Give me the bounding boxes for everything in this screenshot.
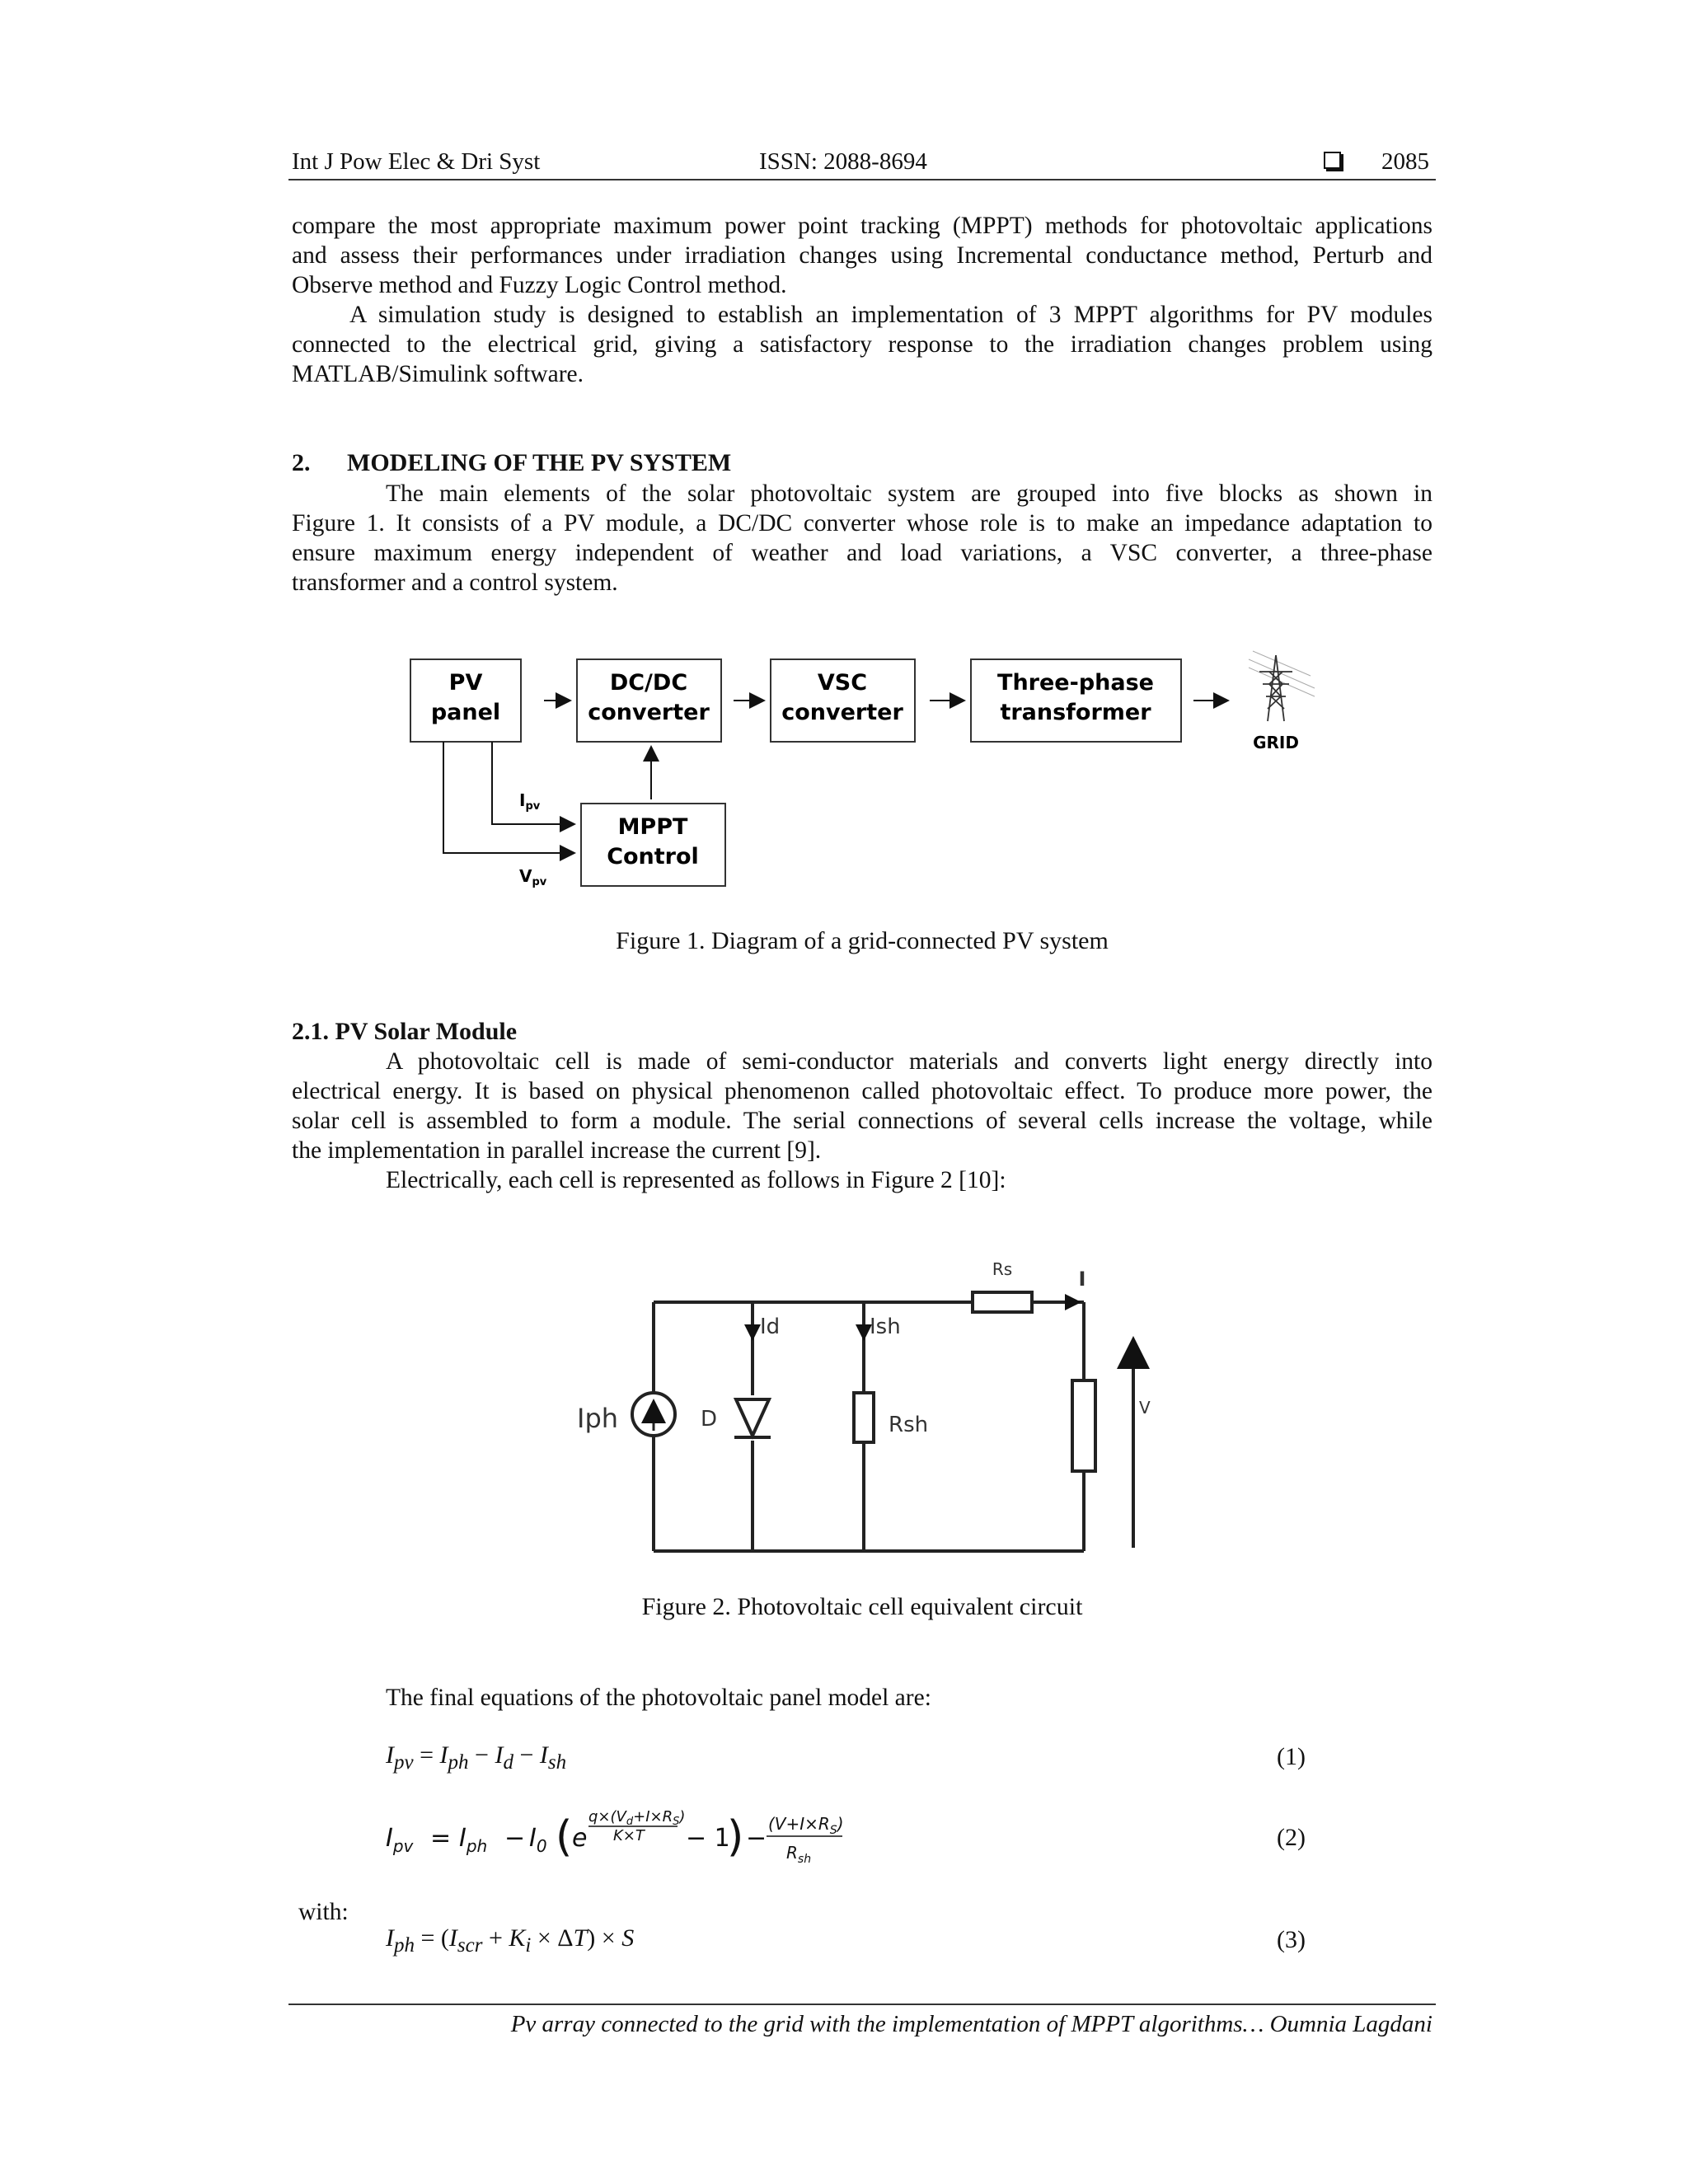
pv-panel-label-1: PV [448, 670, 483, 696]
square-bullet-icon [1324, 152, 1341, 169]
svg-text:Rsh: $R_{sh}$ [786, 1843, 812, 1866]
with-label: with: [298, 1899, 349, 1925]
section21-paragraph [292, 1047, 1432, 1165]
equation-2-number: (2) [1277, 1824, 1306, 1851]
transmission-tower-icon [1249, 651, 1315, 721]
mppt-label-1: MPPT [617, 814, 688, 840]
svg-text:−: − [746, 1824, 767, 1853]
dcdc-label-2: converter [588, 700, 710, 725]
v-label: V [1139, 1398, 1151, 1418]
d-label: D [701, 1407, 718, 1432]
section21-paragraph-2: Electrically, each cell is represented as follows in Figure 2 [10]: [386, 1167, 1006, 1193]
svg-text:I0: $I_0$ [529, 1824, 547, 1856]
transformer-label-1: Three-phase [997, 670, 1154, 696]
equation-1: $I_{pv} = I_{ph} - I_d - I_{sh}$ [386, 1741, 567, 1774]
text-line: connected to the electrical grid, giving a satisfactory response to the irradiation changes problem using [292, 331, 1432, 358]
figure2-caption: Figure 2. Photovoltaic cell equivalent circuit [641, 1593, 1083, 1620]
intro-paragraph-2 [292, 300, 1432, 389]
subsection-title: 2.1. PV Solar Module [292, 1018, 518, 1045]
text-line: The main elements of the solar photovoltaic system are grouped into five blocks as shown in [386, 480, 1432, 507]
text-line: solar cell is assembled to form a module. The serial connections of several cells increase the voltage, while [292, 1108, 1432, 1134]
text-line: Figure 1. It consists of a PV module, a DC/DC converter whose role is to make an impedance adaptation to [292, 510, 1432, 537]
text-line: A simulation study is designed to establish an implementation of 3 MPPT algorithms for PV modules [349, 302, 1432, 328]
svg-text:(: ( [556, 1812, 573, 1862]
svg-text:− 1: − 1 [686, 1824, 730, 1853]
text-line: Observe method and Fuzzy Logic Control method. [292, 272, 787, 298]
svg-text:K×T: K×T [613, 1827, 645, 1844]
issn: ISSN: 2088-8694 [759, 148, 927, 175]
diode [736, 1399, 769, 1436]
svg-text:(V+I×RS): $(V+I\times R_S)$ [768, 1814, 844, 1837]
text-line: compare the most appropriate maximum power point tracking (MPPT) methods for photovoltaic applications [292, 213, 1432, 239]
rs-label: Rs [992, 1259, 1013, 1279]
svg-text:): ) [727, 1812, 744, 1862]
rsh-resistor [854, 1393, 874, 1442]
vpv-feedback-line [443, 742, 574, 853]
journal-name: Int J Pow Elec & Dri Syst [292, 148, 541, 175]
figure2-circuit [569, 1244, 1162, 1558]
section-number: 2. [292, 449, 311, 476]
iph-label: Iph [577, 1403, 619, 1434]
intro-paragraph-1 [292, 211, 1432, 300]
text-line: electrical energy. It is based on physical phenomenon called photovoltaic effect. To produce more power, the [292, 1078, 1432, 1104]
equation-2 [381, 1797, 875, 1879]
svg-text:e: e [572, 1824, 588, 1853]
equations-intro: The final equations of the photovoltaic panel model are: [386, 1685, 931, 1711]
text-line: the implementation in parallel increase the current [9]. [292, 1137, 822, 1164]
mppt-label-2: Control [607, 844, 699, 869]
pv-panel-label-2: panel [430, 700, 501, 725]
id-label: Id [760, 1315, 781, 1339]
grid-label: GRID [1253, 733, 1299, 752]
section-title: MODELING OF THE PV SYSTEM [347, 449, 732, 476]
text-line: A photovoltaic cell is made of semi-conductor materials and converts light energy directly into [386, 1048, 1432, 1075]
text-line: MATLAB/Simulink software. [292, 361, 584, 387]
transformer-label-2: transformer [1000, 700, 1151, 725]
text-line: and assess their performances under irradiation changes using Incremental conductance method, Perturb and [292, 242, 1432, 269]
figure1-caption: Figure 1. Diagram of a grid-connected PV system [616, 927, 1109, 954]
rsh-label: Rsh [889, 1413, 929, 1437]
vsc-label-1: VSC [817, 670, 868, 696]
svg-text:=: = [430, 1824, 452, 1853]
page-number: 2085 [1381, 148, 1429, 175]
figure1-block-diagram [387, 643, 1335, 898]
ipv-label: $I_{pv}$ [519, 790, 541, 813]
footer-rule [288, 2004, 1436, 2005]
text-line: transformer and a control system. [292, 569, 618, 596]
svg-text:Iph: $I_{ph}$ [459, 1824, 488, 1856]
svg-text:−: − [504, 1824, 526, 1853]
text-line: ensure maximum energy independent of weather and load variations, a VSC converter, a three-phase [292, 540, 1432, 566]
rs-resistor [973, 1292, 1032, 1312]
dcdc-label-1: DC/DC [609, 670, 688, 696]
svg-text:Ipv: $I_{pv}$ [386, 1824, 414, 1856]
vsc-label-2: converter [781, 700, 903, 725]
footer-text: Pv array connected to the grid with the implementation of MPPT algorithms… Oumnia Lagdani [510, 2011, 1432, 2037]
equation-3: $I_{ph} = (I_{scr} + K_i \times \Delta T) \times S$ [386, 1924, 635, 1957]
section2-paragraph [292, 479, 1432, 598]
load-resistor [1072, 1380, 1095, 1471]
vpv-label: $V_{pv}$ [519, 866, 547, 888]
header-rule [288, 179, 1436, 180]
equation-3-number: (3) [1277, 1926, 1306, 1953]
i-label: I [1078, 1268, 1086, 1291]
svg-text:q×(Vd+I×RS): $q\times(V_d+I\times R_S)$ [588, 1808, 686, 1828]
equation-1-number: (1) [1277, 1743, 1306, 1770]
ish-label: Ish [870, 1315, 901, 1339]
